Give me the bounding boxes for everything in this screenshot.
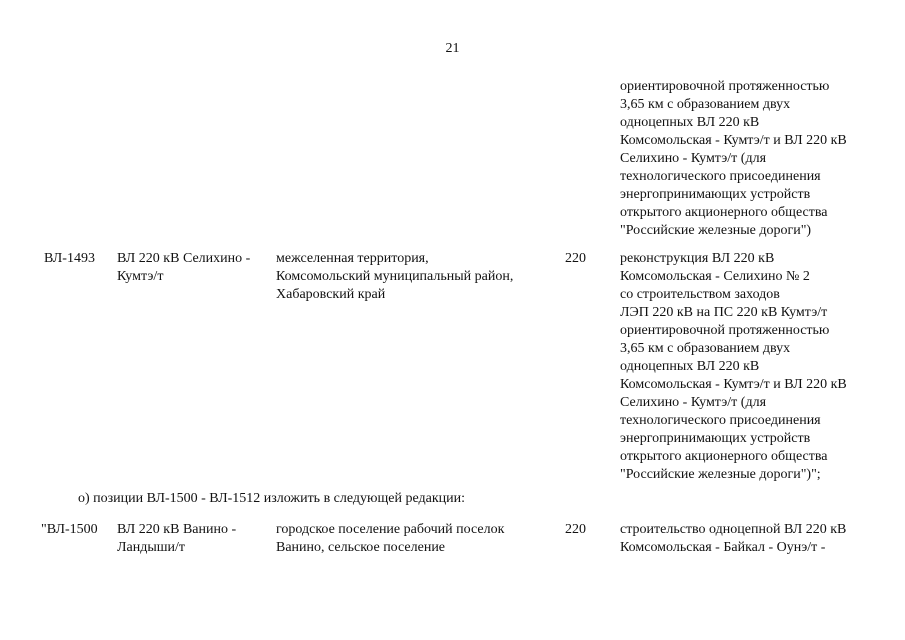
row-voltage-vl-1493: 220 xyxy=(565,251,586,266)
row-name-vl-1500: ВЛ 220 кВ Ванино - Ландыши/т xyxy=(117,522,237,555)
page-number: 21 xyxy=(445,41,460,56)
row-voltage-vl-1500: 220 xyxy=(565,522,586,537)
row-location-vl-1493: межселенная территория, Комсомольский муниципальный район, Хабаровский край xyxy=(276,251,514,302)
row-location-vl-1500: городское поселение рабочий поселок Ванино, сельское поселение xyxy=(276,522,505,555)
row-name-vl-1493: ВЛ 220 кВ Селихино - Кумтэ/т xyxy=(117,251,251,284)
row-description-vl-1500: строительство одноцепной ВЛ 220 кВ Комсомольская - Байкал - Оунэ/т - xyxy=(620,522,847,555)
continued-description-cell: ориентировочной протяженностью 3,65 км с образованием двух одноцепных ВЛ 220 кВ Комсомольская - Кумтэ/т и ВЛ 220 кВ Селихино - Кумтэ/т (для технологического присоединения энергопринимающих устройств открытого акционерного общества "Российские железные дороги") xyxy=(620,79,847,238)
row-code-vl-1493: ВЛ-1493 xyxy=(44,251,95,266)
row-code-vl-1500: "ВЛ-1500 xyxy=(41,522,98,537)
amendment-instruction: о) позиции ВЛ-1500 - ВЛ-1512 изложить в следующей редакции: xyxy=(78,491,466,506)
row-description-vl-1493: реконструкция ВЛ 220 кВ Комсомольская - Селихино № 2 со строительством заходов ЛЭП 220 кВ на ПС 220 кВ Кумтэ/т ориентировочной протяженностью 3,65 км с образованием двух одноцепных ВЛ 220 кВ Комсомольская - Кумтэ/т и ВЛ 220 кВ Селихино - Кумтэ/т (для технологического присоединения энергопринимающих устройств открытого акционерного общества "Российские железные дороги")"; xyxy=(620,251,847,482)
